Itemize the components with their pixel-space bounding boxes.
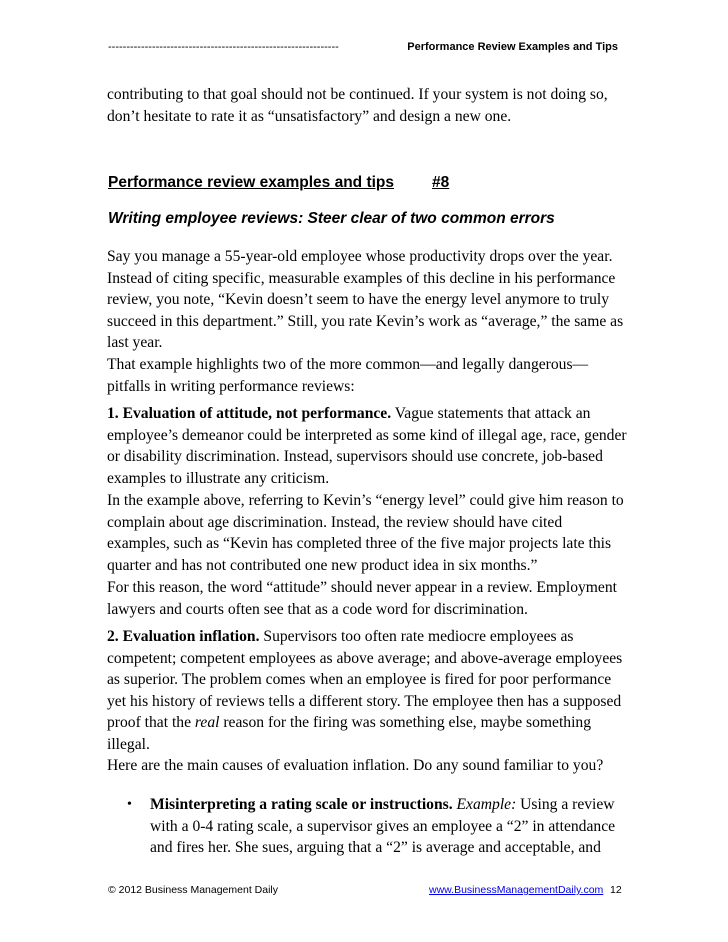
paragraph-1: Say you manage a 55-year-old employee whose productivity drops over the year. Instead of citing specific, measurable examples of this decline in his performance review, you note, “Kevin doesn’t seem to have the energy level anymore to truly succeed in this department.” Still, you rate Kevin’s work as “average,” the same as last year. [107,248,624,351]
paragraph-6-italic: real [194,714,220,731]
paragraph-6-body-b: reason for the firing was something else, maybe something illegal. [107,714,592,753]
paragraph-6-body-a: Supervisors too often rate mediocre employees as competent; competent employees as above average; and above-average employees as superior. The problem comes when an employee is fired for poor performance yet his history of reviews tells a different story. The employee then has a supposed proof that the [107,628,623,731]
section-heading [108,174,628,192]
bullet-lead: Misinterpreting a rating scale or instructions. [150,796,453,813]
running-header [108,41,618,53]
footer-website-link[interactable]: www.BusinessManagementDaily.com [429,884,604,896]
section-number: #8 [432,174,450,191]
paragraph-3-lead: 1. Evaluation of attitude, not performance. [107,405,392,422]
bullet-body: Using a review with a 0-4 rating scale, a supervisor gives an employee a “2” in attendance and fires her. She sues, arguing that a “2” is average and acceptable, and [150,796,616,856]
paragraph-7: Here are the main causes of evaluation inflation. Do any sound familiar to you? [107,757,604,774]
paragraph-3 [107,403,627,489]
paragraph-5: For this reason, the word “attitude” should never appear in a review. Employment lawyers and courts often see that as a code word for discrimination. [107,579,617,618]
header-rule: --------------------------------------------------------------- [108,41,339,53]
paragraph-2: That example highlights two of the more common—and legally dangerous—pitfalls in writing performance reviews: [107,356,589,395]
page-number: 12 [610,884,622,896]
section-subheading: Writing employee reviews: Steer clear of two common errors [108,210,555,227]
paragraph-6-lead: 2. Evaluation inflation. [107,628,260,645]
paragraph-3-body: Vague statements that attack an employee’s demeanor could be interpreted as some kind of illegal age, race, gender or disability discrimination. Instead, supervisors should use concrete, job-based examples to illustrate any criticism. [107,405,627,487]
bullet-icon: • [127,797,132,812]
footer-copyright: © 2012 Business Management Daily [108,884,278,896]
paragraph-6 [107,626,627,755]
paragraph-4: In the example above, referring to Kevin’s “energy level” could give him reason to complain about age discrimination. Instead, the review should have cited examples, such as “Kevin has completed three of the five major projects late this quarter and has not contributed one new product idea in six months.” [107,492,624,574]
bullet-text [150,794,630,859]
header-title: Performance Review Examples and Tips [407,41,618,53]
section-heading-text: Performance review examples and tips [108,174,395,191]
bullet-example-label: Example: [456,796,517,813]
intro-paragraph: contributing to that goal should not be continued. If your system is not doing so, don’t hesitate to rate it as “unsatisfactory” and design a new one. [107,86,608,125]
